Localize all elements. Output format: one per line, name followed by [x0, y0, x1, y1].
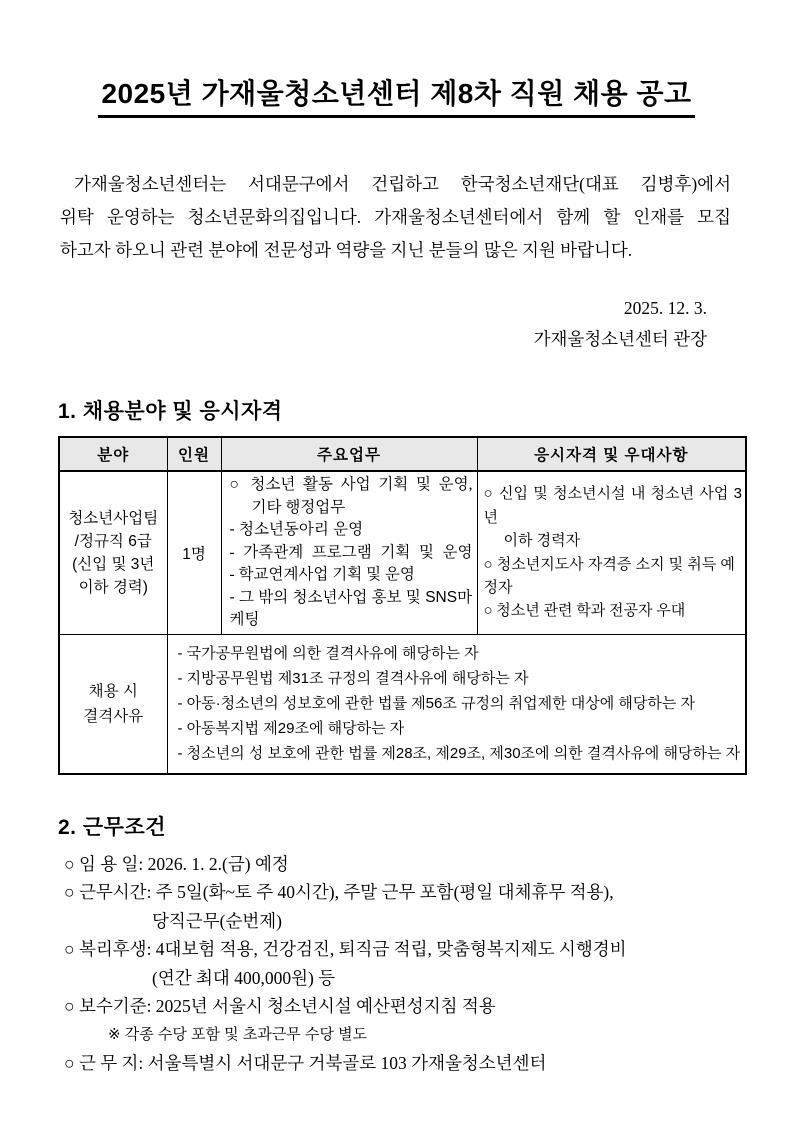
- disqualification-label-line: 채용 시: [88, 682, 138, 700]
- welfare-cont-line: (연간 최대 400,000원) 등: [152, 967, 336, 988]
- duty-line: - 청소년동아리 운영: [229, 521, 364, 538]
- headcount-cell: 1명: [167, 471, 221, 634]
- document-title: 2025년 가재울청소년센터 제8차 직원 채용 공고: [98, 72, 694, 118]
- welfare-line: ○ 복리후생: 4대보험 적용, 건강검진, 퇴직금 적립, 맞춤형복지제도 시행경비: [64, 939, 627, 959]
- field-line: 이하 경력): [78, 578, 148, 596]
- duty-line: - 그 밖의 청소년사업 홍보 및 SNS마케팅: [229, 588, 473, 628]
- disqualification-label-cell: [59, 634, 167, 774]
- disqualification-line: - 지방공무원법 제31조 규정의 결격사유에 해당하는 자: [177, 670, 529, 687]
- disqualification-line: - 청소년의 성 보호에 관한 법률 제28조, 제29조, 제30조에 의한 결격사유에 해당하는 자: [177, 745, 741, 762]
- duty-line: - 학교연계사업 기획 및 운영: [229, 566, 415, 583]
- qualifications-cell: [477, 471, 746, 634]
- position-row: [59, 471, 746, 634]
- duty-line: 기타 행정업무: [251, 498, 346, 516]
- qualification-line: 이하 경력자: [503, 532, 581, 550]
- salary-line: ○ 보수기준: 2025년 서울시 청소년시설 예산편성지침 적용: [64, 996, 496, 1016]
- duty-line: ○ 청소년 활동 사업 기획 및 운영,: [229, 476, 473, 493]
- qualification-line: ○ 신입 및 청소년시설 내 청소년 사업 3년: [483, 485, 742, 526]
- appointment-date-line: ○ 임 용 일: 2026. 1. 2.(금) 예정: [64, 853, 289, 874]
- issue-date: 2025. 12. 3.: [623, 298, 707, 318]
- qualification-line: ○ 청소년 관련 학과 전공자 우대: [483, 602, 686, 619]
- disqualification-list-cell: [167, 634, 746, 774]
- intro-line: 하고자 하오니 관련 분야에 전문성과 역량을 지닌 분들의 많은 지원 바랍니다.: [60, 240, 633, 260]
- disqualification-label-line: 결격사유: [83, 707, 144, 725]
- col-header-headcount: 인원: [167, 437, 221, 471]
- intro-line: 가재울청소년센터는 서대문구에서 건립하고 한국청소년재단(대표 김병후)에서: [74, 174, 731, 194]
- section-2-heading: 2. 근무조건: [58, 815, 166, 839]
- col-header-duties: 주요업무: [221, 437, 477, 471]
- issuer: 가재울청소년센터 관장: [533, 329, 707, 349]
- workplace-line: ○ 근 무 지: 서울특별시 서대문구 거북골로 103 가재울청소년센터: [64, 1053, 547, 1073]
- intro-line: 위탁 운영하는 청소년문화의집입니다. 가재울청소년센터에서 함께 할 인재를 모집: [60, 207, 731, 227]
- intro-paragraph: [60, 168, 731, 267]
- col-header-field: 분야: [59, 437, 167, 471]
- disqualification-row: [59, 634, 746, 774]
- disqualification-line: - 아동복지법 제29조에 해당하는 자: [177, 720, 405, 737]
- field-line: (신입 및 3년: [72, 555, 155, 573]
- section-1-heading: 1. 채용분야 및 응시자격: [58, 400, 283, 423]
- duty-line: - 가족관계 프로그램 기획 및 운영: [229, 543, 473, 561]
- field-cell: [59, 471, 167, 634]
- disqualification-line: - 아동·청소년의 성보호에 관한 법률 제56조 규정의 취업제한 대상에 해당하는 자: [177, 695, 696, 712]
- working-hours-cont-line: 당직근무(순번제): [152, 910, 282, 931]
- date-signature-block: [0, 293, 793, 355]
- salary-note-line: ※ 각종 수당 포함 및 초과근무 수당 별도: [108, 1025, 368, 1043]
- field-line: 청소년사업팀: [68, 509, 159, 527]
- work-conditions-list: [64, 850, 743, 1078]
- qualification-line: ○ 청소년지도사 자격증 소지 및 취득 예정자: [483, 555, 735, 597]
- working-hours-line: ○ 근무시간: 주 5일(화~토 주 40시간), 주말 근무 포함(평일 대체휴무 적용),: [64, 882, 614, 902]
- disqualification-line: - 국가공무원법에 의한 결격사유에 해당하는 자: [177, 645, 479, 662]
- recruitment-table: [58, 436, 747, 775]
- duties-cell: [221, 471, 477, 634]
- col-header-qualifications: 응시자격 및 우대사항: [477, 437, 746, 471]
- field-line: /정규직 6급: [74, 532, 152, 550]
- table-header-row: [59, 437, 746, 471]
